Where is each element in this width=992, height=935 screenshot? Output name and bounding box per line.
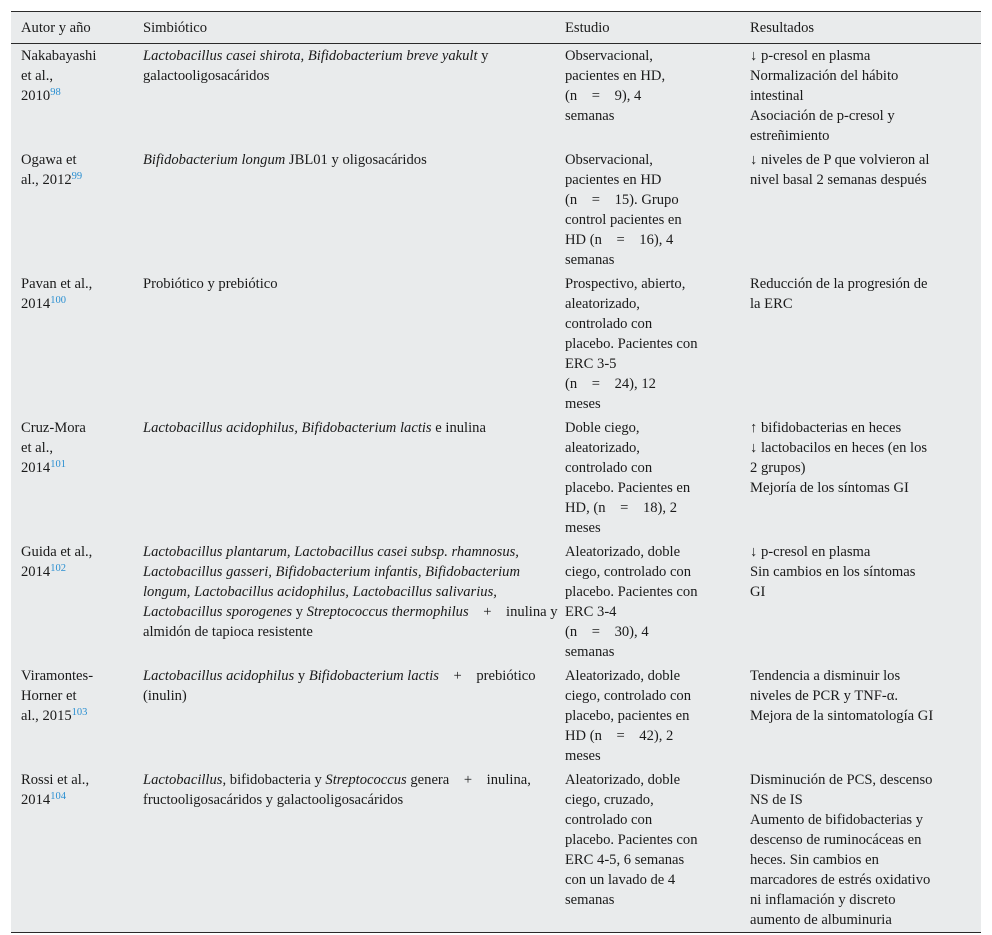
reference-link[interactable]: 100 <box>50 295 66 306</box>
author-line: Pavan et al., <box>21 276 93 292</box>
cell-symbiotic <box>141 664 563 768</box>
cell-results <box>748 768 981 932</box>
study-line: (n = 9), 4 <box>565 88 642 104</box>
cell-author <box>11 768 141 932</box>
cell-study <box>563 768 748 932</box>
table-row <box>11 272 981 416</box>
cell-study <box>563 44 748 149</box>
result-line: ↓ lactobacilos en heces (en los <box>750 440 928 456</box>
cell-author <box>11 272 141 416</box>
result-line: estreñimiento <box>750 128 830 144</box>
species-name: Lactobacillus casei shirota, Bifidobacterium breve yakult <box>143 48 478 64</box>
result-line: ↓ niveles de P que volvieron al <box>750 152 930 168</box>
study-line: meses <box>565 748 601 764</box>
species-name: Lactobacillus acidophilus, Bifidobacterium lactis <box>143 420 432 436</box>
table-row <box>11 540 981 664</box>
study-line: placebo. Pacientes con <box>565 584 698 600</box>
cell-results <box>748 540 981 664</box>
species-name: Streptococcus thermophilus <box>306 604 469 620</box>
result-line: Aumento de bifidobacterias y <box>750 812 924 828</box>
study-line: aleatorizado, <box>565 296 640 312</box>
header-symbiotic: Simbiótico <box>141 12 563 44</box>
author-line: Ogawa et <box>21 152 77 168</box>
result-line: Asociación de p-cresol y <box>750 108 895 124</box>
study-line: meses <box>565 396 601 412</box>
study-line: ciego, cruzado, <box>565 792 654 808</box>
cell-study <box>563 664 748 768</box>
result-line: GI <box>750 584 766 600</box>
author-line: 2014$^{100}$ <box>21 295 66 312</box>
reference-link[interactable]: 99 <box>71 171 83 182</box>
result-line: ↑ bifidobacterias en heces <box>750 420 902 436</box>
study-line: controlado con <box>565 316 653 332</box>
result-line: Mejora de la sintomatología GI <box>750 708 934 724</box>
study-line: Aleatorizado, doble <box>565 544 681 560</box>
table-body <box>11 44 981 933</box>
study-line: con un lavado de 4 <box>565 872 676 888</box>
author-line: al., 2015$^{103}$ <box>21 707 88 724</box>
cell-results <box>748 272 981 416</box>
reference-link[interactable]: 102 <box>50 563 66 574</box>
study-line: Aleatorizado, doble <box>565 668 681 684</box>
cell-study <box>563 148 748 272</box>
symbiotic-text: y <box>294 668 309 684</box>
cell-symbiotic <box>141 416 563 540</box>
symbiotic-text: genera + inulina, fructooligosacáridos y galactooligosacáridos <box>143 772 535 808</box>
table-row <box>11 44 981 149</box>
result-line: aumento de albuminuria <box>750 912 892 928</box>
author-line: Horner et <box>21 688 77 704</box>
cell-author <box>11 664 141 768</box>
reference-link[interactable]: 104 <box>50 791 66 802</box>
symbiotic-text: Probiótico y prebiótico <box>143 276 278 292</box>
result-line: 2 grupos) <box>750 460 806 476</box>
study-line: controlado con <box>565 812 653 828</box>
cell-study <box>563 540 748 664</box>
cell-author <box>11 416 141 540</box>
cell-author <box>11 148 141 272</box>
study-line: meses <box>565 520 601 536</box>
study-line: semanas <box>565 252 615 268</box>
cell-symbiotic <box>141 148 563 272</box>
table-row <box>11 148 981 272</box>
reference-link[interactable]: 103 <box>71 707 88 718</box>
result-line: ↓ p-cresol en plasma <box>750 544 871 560</box>
study-line: aleatorizado, <box>565 440 640 456</box>
study-line: Doble ciego, <box>565 420 640 436</box>
study-line: Observacional, <box>565 48 653 64</box>
cell-symbiotic <box>141 272 563 416</box>
study-line: ERC 3-4 <box>565 604 617 620</box>
study-line: placebo. Pacientes con <box>565 832 698 848</box>
reference-link[interactable]: 98 <box>50 87 61 98</box>
header-author: Autor y año <box>11 12 141 44</box>
result-line: ↓ p-cresol en plasma <box>750 48 871 64</box>
study-line: ciego, controlado con <box>565 564 692 580</box>
species-name: Lactobacillus acidophilus <box>143 668 295 684</box>
author-line: 2014$^{102}$ <box>21 563 66 580</box>
result-line: heces. Sin cambios en <box>750 852 879 868</box>
study-line: placebo. Pacientes con <box>565 336 698 352</box>
result-line: descenso de ruminocáceas en <box>750 832 922 848</box>
author-line: Cruz-Mora <box>21 420 86 436</box>
study-line: (n = 30), 4 <box>565 624 649 640</box>
table-row <box>11 664 981 768</box>
author-line: et al., <box>21 68 54 84</box>
cell-symbiotic <box>141 540 563 664</box>
study-line: (n = 15). Grupo <box>565 192 679 208</box>
species-name: Lactobacillus <box>143 772 223 788</box>
study-line: control pacientes en <box>565 212 682 228</box>
study-line: HD (n = 42), 2 <box>565 728 674 744</box>
header-study: Estudio <box>563 12 748 44</box>
result-line: nivel basal 2 semanas después <box>750 172 927 188</box>
symbiotic-text: y galactooligosacáridos <box>143 48 493 84</box>
study-line: HD, (n = 18), 2 <box>565 500 677 516</box>
result-line: marcadores de estrés oxidativo <box>750 872 931 888</box>
study-line: pacientes en HD <box>565 172 662 188</box>
species-name: Lactobacillus plantarum, Lactobacillus casei subsp. rhamnosus, Lactobacillus gasseri, Bifidobacterium infantis, Bifidobacterium longum, Lactobacillus acidophilus, Lactobacillus salivarius, Lactobacillus sporogenes <box>143 544 524 620</box>
study-line: semanas <box>565 108 615 124</box>
symbiotic-text: + inulina y almidón de tapioca resistente <box>143 604 562 640</box>
study-line: ciego, controlado con <box>565 688 692 704</box>
reference-link[interactable]: 101 <box>50 459 66 470</box>
cell-results <box>748 416 981 540</box>
author-line: Rossi et al., <box>21 772 90 788</box>
study-line: semanas <box>565 892 615 908</box>
result-line: Normalización del hábito <box>750 68 899 84</box>
author-line: Viramontes- <box>21 668 94 684</box>
study-line: placebo, pacientes en <box>565 708 690 724</box>
study-line: HD (n = 16), 4 <box>565 232 674 248</box>
author-line: 2014$^{101}$ <box>21 459 66 476</box>
symbiotic-text: y <box>292 604 307 620</box>
cell-author <box>11 44 141 149</box>
result-line: Sin cambios en los síntomas <box>750 564 916 580</box>
author-line: 2010$^{98}$ <box>21 87 61 104</box>
study-line: controlado con <box>565 460 653 476</box>
cell-study <box>563 416 748 540</box>
symbiotic-text: e inulina <box>431 420 486 436</box>
cell-results <box>748 664 981 768</box>
cell-results <box>748 44 981 149</box>
result-line: ni inflamación y discreto <box>750 892 896 908</box>
author-line: Nakabayashi <box>21 48 97 64</box>
result-line: la ERC <box>750 296 793 312</box>
author-line: et al., <box>21 440 54 456</box>
study-line: placebo. Pacientes en <box>565 480 691 496</box>
cell-results <box>748 148 981 272</box>
study-line: Prospectivo, abierto, <box>565 276 686 292</box>
result-line: NS de IS <box>750 792 803 808</box>
author-line: al., 2012$^{99}$ <box>21 171 83 188</box>
cell-symbiotic <box>141 44 563 149</box>
author-line: Guida et al., <box>21 544 93 560</box>
symbiotics-table <box>11 11 981 933</box>
result-line: intestinal <box>750 88 804 104</box>
result-line: niveles de PCR y TNF-α. <box>750 688 899 704</box>
study-line: semanas <box>565 644 615 660</box>
cell-symbiotic <box>141 768 563 932</box>
cell-study <box>563 272 748 416</box>
header-row <box>11 12 981 44</box>
study-line: Observacional, <box>565 152 653 168</box>
table-row <box>11 768 981 932</box>
species-name: Bifidobacterium longum <box>143 152 286 168</box>
author-line: 2014$^{104}$ <box>21 791 66 808</box>
result-line: Reducción de la progresión de <box>750 276 928 292</box>
symbiotic-text: , bifidobacteria y <box>222 772 326 788</box>
cell-author <box>11 540 141 664</box>
species-name: Bifidobacterium lactis <box>308 668 439 684</box>
study-line: (n = 24), 12 <box>565 376 656 392</box>
species-name: Streptococcus <box>325 772 407 788</box>
study-line: pacientes en HD, <box>565 68 666 84</box>
symbiotic-text: JBL01 y oligosacáridos <box>285 152 427 168</box>
table-row <box>11 416 981 540</box>
study-line: Aleatorizado, doble <box>565 772 681 788</box>
result-line: Tendencia a disminuir los <box>750 668 901 684</box>
study-line: ERC 4-5, 6 semanas <box>565 852 685 868</box>
header-results: Resultados <box>748 12 981 44</box>
study-line: ERC 3-5 <box>565 356 617 372</box>
symbiotic-text: + prebiótico (inulin) <box>143 668 540 704</box>
result-line: Disminución de PCS, descenso <box>750 772 933 788</box>
result-line: Mejoría de los síntomas GI <box>750 480 909 496</box>
